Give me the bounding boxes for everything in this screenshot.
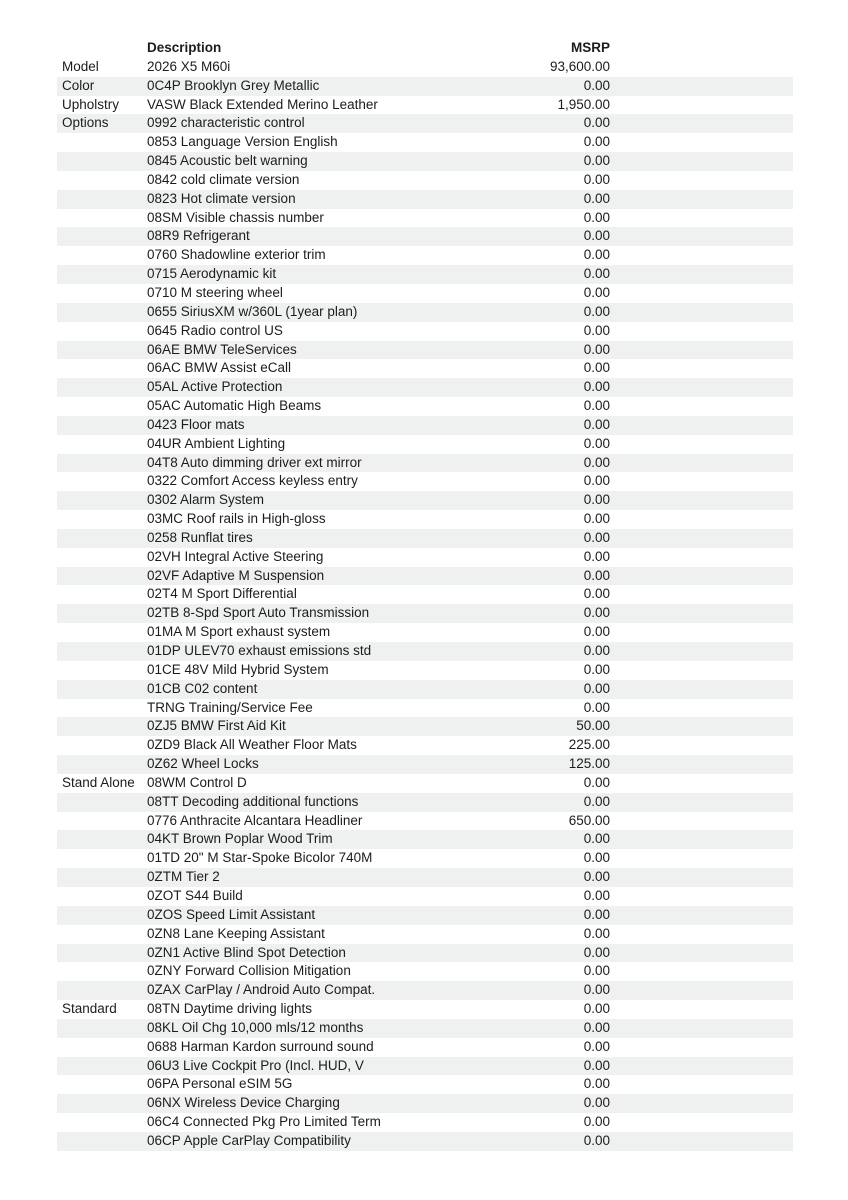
msrp-cell: 0.00 [583, 624, 610, 640]
table-row [57, 585, 793, 604]
category-cell: Options [62, 115, 109, 131]
msrp-cell: 0.00 [583, 529, 610, 545]
table-row [57, 887, 793, 906]
table-row [57, 435, 793, 454]
msrp-cell: 0.00 [583, 793, 610, 809]
category-cell: Upholstry [62, 96, 120, 112]
msrp-cell: 0.00 [583, 454, 610, 470]
table-row [57, 1132, 793, 1151]
msrp-cell: 0.00 [583, 379, 610, 395]
table-row [57, 849, 793, 868]
msrp-cell: 0.00 [583, 661, 610, 677]
description-cell: 0715 Aerodynamic kit [147, 266, 277, 282]
msrp-cell: 0.00 [583, 774, 610, 790]
table-row [57, 133, 793, 152]
msrp-cell: 0.00 [583, 850, 610, 866]
description-cell: 06CP Apple CarPlay Compatibility [147, 1132, 351, 1148]
description-cell: 01TD 20" M Star-Spoke Bicolor 740M [147, 850, 373, 866]
table-row [57, 981, 793, 1000]
msrp-cell: 0.00 [583, 398, 610, 414]
description-cell: TRNG Training/Service Fee [147, 699, 313, 715]
table-row [57, 906, 793, 925]
msrp-cell: 0.00 [583, 134, 610, 150]
msrp-cell: 0.00 [583, 567, 610, 583]
description-cell: 06NX Wireless Device Charging [147, 1095, 340, 1111]
description-cell: 0C4P Brooklyn Grey Metallic [147, 77, 320, 93]
description-cell: 0760 Shadowline exterior trim [147, 247, 326, 263]
msrp-cell: 0.00 [583, 548, 610, 564]
msrp-cell: 0.00 [583, 284, 610, 300]
msrp-cell: 0.00 [583, 605, 610, 621]
table-row [57, 868, 793, 887]
msrp-cell: 0.00 [583, 511, 610, 527]
table-row [57, 416, 793, 435]
description-cell: 02VF Adaptive M Suspension [147, 567, 325, 583]
description-cell: 02VH Integral Active Steering [147, 548, 324, 564]
table-row [57, 944, 793, 963]
msrp-cell: 0.00 [583, 303, 610, 319]
table-row [57, 925, 793, 944]
msrp-cell: 0.00 [583, 699, 610, 715]
description-cell: 08KL Oil Chg 10,000 mls/12 months [147, 1019, 364, 1035]
table-row [57, 1113, 793, 1132]
msrp-cell: 125.00 [568, 756, 610, 772]
table-row [57, 1075, 793, 1094]
description-cell: 01MA M Sport exhaust system [147, 624, 331, 640]
table-row [57, 1057, 793, 1076]
table-row [57, 812, 793, 831]
description-cell: 01CB C02 content [147, 680, 258, 696]
description-cell: 0688 Harman Kardon surround sound [147, 1038, 374, 1054]
msrp-cell: 0.00 [583, 473, 610, 489]
description-cell: 05AC Automatic High Beams [147, 398, 322, 414]
msrp-cell: 0.00 [583, 925, 610, 941]
table-row [57, 58, 793, 77]
description-cell: 08SM Visible chassis number [147, 209, 324, 225]
description-cell: 0655 SiriusXM w/360L (1year plan) [147, 303, 358, 319]
table-row [57, 322, 793, 341]
msrp-cell: 0.00 [583, 171, 610, 187]
description-header: Description [147, 40, 222, 55]
table-row [57, 1000, 793, 1019]
table-row [57, 491, 793, 510]
category-cell: Stand Alone [62, 774, 135, 790]
msrp-cell: 93,600.00 [549, 58, 610, 74]
description-cell: 0ZTM Tier 2 [147, 869, 220, 885]
msrp-cell: 0.00 [583, 416, 610, 432]
category-cell: Color [62, 77, 95, 93]
msrp-cell: 0.00 [583, 153, 610, 169]
description-cell: 08TT Decoding additional functions [147, 793, 359, 809]
description-cell: 0776 Anthracite Alcantara Headliner [147, 812, 363, 828]
description-cell: VASW Black Extended Merino Leather [147, 96, 378, 112]
msrp-cell: 225.00 [568, 737, 610, 753]
description-cell: 0823 Hot climate version [147, 190, 296, 206]
table-row [57, 1019, 793, 1038]
table-row [57, 699, 793, 718]
msrp-cell: 0.00 [583, 209, 610, 225]
table-row [57, 77, 793, 96]
description-cell: 0302 Alarm System [147, 492, 265, 508]
table-row [57, 454, 793, 473]
msrp-cell: 0.00 [583, 869, 610, 885]
msrp-cell: 0.00 [583, 115, 610, 131]
table-row [57, 341, 793, 360]
description-cell: 04KT Brown Poplar Wood Trim [147, 831, 333, 847]
table-rows [57, 58, 793, 1151]
msrp-cell: 0.00 [583, 266, 610, 282]
description-cell: 0ZN8 Lane Keeping Assistant [147, 925, 325, 941]
category-cell: Standard [62, 1001, 117, 1017]
msrp-header: MSRP [570, 40, 610, 55]
msrp-cell: 650.00 [568, 812, 610, 828]
table-row [57, 830, 793, 849]
category-cell: Model [62, 58, 99, 74]
vehicle-spec-table [57, 39, 793, 1151]
description-cell: 0645 Radio control US [147, 322, 283, 338]
description-cell: 0842 cold climate version [147, 171, 300, 187]
description-cell: 0845 Acoustic belt warning [147, 153, 308, 169]
msrp-cell: 0.00 [583, 341, 610, 357]
table-row [57, 510, 793, 529]
description-cell: 0710 M steering wheel [147, 284, 283, 300]
table-row [57, 548, 793, 567]
description-cell: 2026 X5 M60i [147, 58, 231, 74]
description-cell: 01CE 48V Mild Hybrid System [147, 661, 329, 677]
msrp-cell: 0.00 [583, 906, 610, 922]
table-row [57, 190, 793, 209]
msrp-cell: 0.00 [583, 586, 610, 602]
msrp-cell: 0.00 [583, 322, 610, 338]
description-cell: 0Z62 Wheel Locks [147, 756, 259, 772]
table-row [57, 642, 793, 661]
description-cell: 0853 Language Version English [147, 134, 338, 150]
description-cell: 0992 characteristic control [147, 115, 305, 131]
table-row [57, 661, 793, 680]
msrp-cell: 0.00 [583, 831, 610, 847]
table-row [57, 96, 793, 115]
description-cell: 06PA Personal eSIM 5G [147, 1076, 293, 1092]
table-row [57, 567, 793, 586]
msrp-cell: 0.00 [583, 492, 610, 508]
description-cell: 0258 Runflat tires [147, 529, 253, 545]
table-row [57, 529, 793, 548]
description-cell: 0ZN1 Active Blind Spot Detection [147, 944, 346, 960]
msrp-cell: 0.00 [583, 1095, 610, 1111]
table-row [57, 1038, 793, 1057]
table-row [57, 717, 793, 736]
table-row [57, 209, 793, 228]
msrp-cell: 0.00 [583, 1057, 610, 1073]
description-cell: 06C4 Connected Pkg Pro Limited Term [147, 1114, 381, 1130]
table-row [57, 774, 793, 793]
msrp-cell: 0.00 [583, 190, 610, 206]
table-row [57, 246, 793, 265]
description-cell: 0ZAX CarPlay / Android Auto Compat. [147, 982, 376, 998]
table-row [57, 397, 793, 416]
msrp-cell: 0.00 [583, 944, 610, 960]
msrp-cell: 0.00 [583, 1132, 610, 1148]
table-row [57, 472, 793, 491]
description-cell: 08R9 Refrigerant [147, 228, 250, 244]
table-row [57, 680, 793, 699]
table-row [57, 604, 793, 623]
table-header-row [57, 39, 793, 58]
msrp-cell: 0.00 [583, 1114, 610, 1130]
table-row [57, 265, 793, 284]
table-row [57, 284, 793, 303]
msrp-cell: 0.00 [583, 887, 610, 903]
description-cell: 02T4 M Sport Differential [147, 586, 297, 602]
msrp-cell: 0.00 [583, 680, 610, 696]
table-row [57, 114, 793, 133]
msrp-cell: 0.00 [583, 360, 610, 376]
table-row [57, 227, 793, 246]
description-cell: 01DP ULEV70 exhaust emissions std [147, 643, 372, 658]
msrp-cell: 0.00 [583, 77, 610, 93]
msrp-cell: 50.00 [576, 718, 610, 734]
description-cell: 02TB 8-Spd Sport Auto Transmission [147, 605, 370, 621]
table-row [57, 1094, 793, 1113]
msrp-cell: 0.00 [583, 963, 610, 979]
msrp-cell: 0.00 [583, 1019, 610, 1035]
msrp-cell: 0.00 [583, 1001, 610, 1017]
description-cell: 0322 Comfort Access keyless entry [147, 473, 358, 489]
description-cell: 04T8 Auto dimming driver ext mirror [147, 454, 362, 470]
description-cell: 05AL Active Protection [147, 379, 283, 395]
description-cell: 0ZNY Forward Collision Mitigation [147, 963, 351, 979]
description-cell: 03MC Roof rails in High-gloss [147, 511, 326, 527]
description-cell: 04UR Ambient Lighting [147, 435, 286, 451]
msrp-cell: 0.00 [583, 228, 610, 244]
table-row [57, 303, 793, 322]
description-cell: 0423 Floor mats [147, 416, 245, 432]
description-cell: 08WM Control D [147, 774, 247, 790]
description-cell: 06AE BMW TeleServices [147, 341, 297, 357]
table-row [57, 623, 793, 642]
description-cell: 0ZJ5 BMW First Aid Kit [147, 718, 286, 734]
description-cell: 08TN Daytime driving lights [147, 1001, 313, 1017]
msrp-cell: 0.00 [583, 247, 610, 263]
description-cell: 06AC BMW Assist eCall [147, 360, 292, 376]
description-cell: 0ZOT S44 Build [147, 887, 243, 903]
table-row [57, 171, 793, 190]
table-row [57, 152, 793, 171]
description-cell: 06U3 Live Cockpit Pro (Incl. HUD, V [147, 1057, 364, 1073]
table-row [57, 359, 793, 378]
msrp-cell: 0.00 [583, 1076, 610, 1092]
msrp-cell: 0.00 [583, 982, 610, 998]
table-row [57, 962, 793, 981]
msrp-cell: 1,950.00 [557, 96, 610, 112]
description-cell: 0ZD9 Black All Weather Floor Mats [147, 737, 357, 753]
table-row [57, 793, 793, 812]
table-row [57, 736, 793, 755]
msrp-cell: 0.00 [583, 643, 610, 658]
msrp-cell: 0.00 [583, 1038, 610, 1054]
description-cell: 0ZOS Speed Limit Assistant [147, 906, 316, 922]
table-row [57, 755, 793, 774]
table-row [57, 378, 793, 397]
msrp-cell: 0.00 [583, 435, 610, 451]
